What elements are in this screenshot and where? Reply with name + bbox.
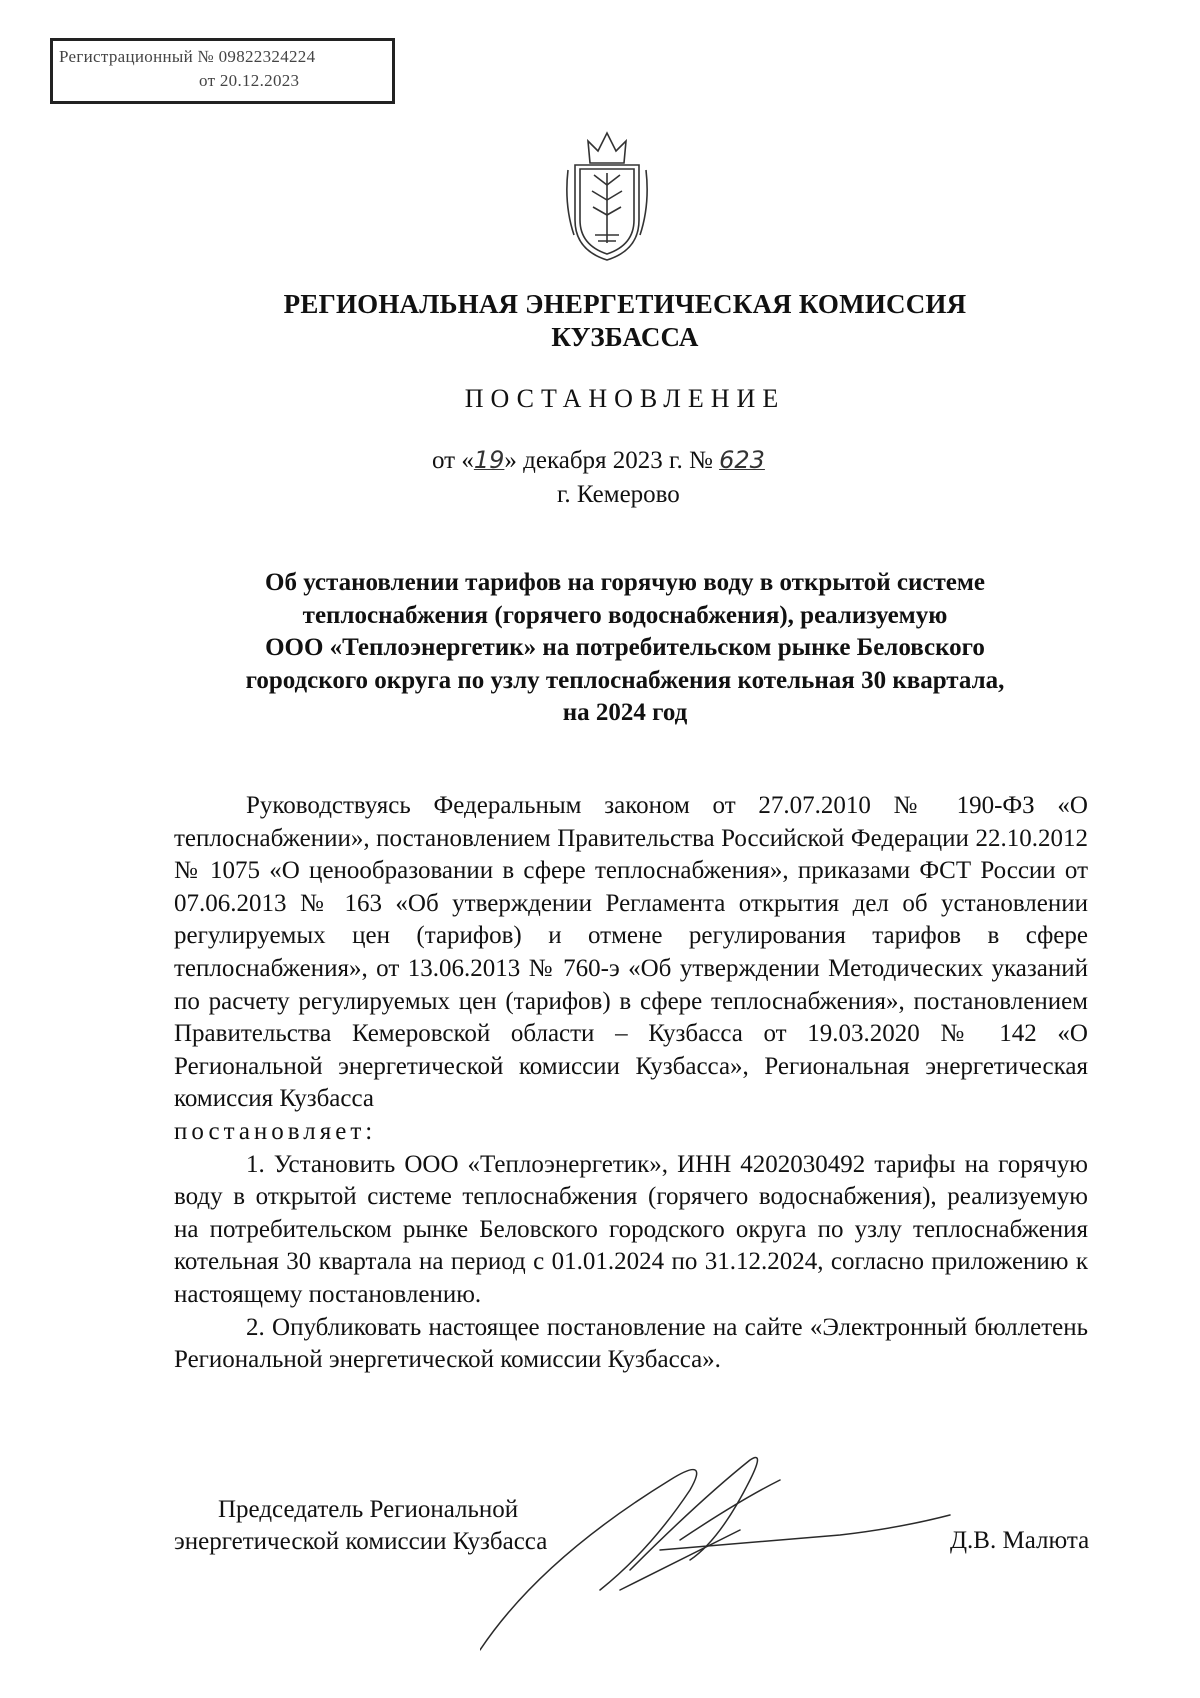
date-prefix: от « <box>432 447 474 474</box>
document-subject <box>150 567 1100 730</box>
position-line1: Председатель Региональной <box>218 1496 519 1523</box>
preamble-paragraph: Руководствуясь Федеральным законом от 27.07.2010 № 190-ФЗ «О теплоснабжении», постановлением Правительства Российской Федерации 22.10.2012 № 1075 «О ценообразовании в сфере теплоснабжения», приказами ФСТ России от 07.06.2013 № 163 «Об утверждении Регламента открытия дел об установлении регулируемых цен (тарифов) и отмене регулирования тарифов в сфере теплоснабжения», от 13.06.2013 № 760-э «Об утверждении Методических указаний по расчету регулируемых цен (тарифов) в сфере теплоснабжения», постановлением Правительства Кемеровской области – Кузбасса от 19.03.2020 № 142 «О Региональной энергетической комиссии Кузбасса», Региональная энергетическая комиссия Кузбасса <box>174 792 1088 1113</box>
subject-line1: Об установлении тарифов на горячую воду в открытой системе <box>265 569 985 596</box>
position-line2: энергетической комиссии Кузбасса <box>174 1528 548 1555</box>
registration-stamp <box>50 38 395 104</box>
subject-line3: ООО «Теплоэнергетик» на потребительском рынке Беловского <box>265 634 985 661</box>
subject-line5: на 2024 год <box>562 699 688 726</box>
document-city: г. Кемерово <box>557 481 680 508</box>
handwritten-document-number: 623 <box>719 446 765 474</box>
signatory-name: Д.В. Малюта <box>950 1527 1090 1554</box>
resolves-word: постановляет: <box>174 1117 377 1145</box>
handwritten-day: 19 <box>473 446 505 474</box>
clause-1: 1. Установить ООО «Теплоэнергетик», ИНН 4202030492 тарифы на горячую воду в открытой системе теплоснабжения (горячего водоснабжения), реализуемую на потребительском рынке Беловского городского округа по узлу теплоснабжения котельная 30 квартала на период с 01.01.2024 по 31.12.2024, согласно приложению к настоящему постановлению. <box>174 1150 1088 1308</box>
organization-line1: РЕГИОНАЛЬНАЯ ЭНЕРГЕТИЧЕСКАЯ КОМИССИЯ <box>283 289 967 319</box>
subject-line4: городского округа по узлу теплоснабжения котельная 30 квартала, <box>245 666 1005 694</box>
organization-line2: КУЗБАССА <box>551 322 699 352</box>
organization-title <box>0 288 1200 354</box>
document-type: ПОСТАНОВЛЕНИЕ <box>464 384 786 413</box>
date-middle: » декабря 2023 г. № <box>504 447 720 474</box>
handwritten-signature <box>480 1440 960 1660</box>
kuzbass-coat-of-arms-icon <box>560 125 655 265</box>
registration-number: Регистрационный № 09822324224 <box>59 47 316 66</box>
registration-date: от 20.12.2023 <box>199 71 300 90</box>
document-date-line <box>432 446 765 475</box>
clause-2: 2. Опубликовать настоящее постановление на сайте «Электронный бюллетень Региональной энергетической комиссии Кузбасса». <box>174 1313 1088 1374</box>
document-body <box>174 790 1088 1377</box>
subject-line2: теплоснабжения (горячего водоснабжения), реализуемую <box>302 601 948 629</box>
